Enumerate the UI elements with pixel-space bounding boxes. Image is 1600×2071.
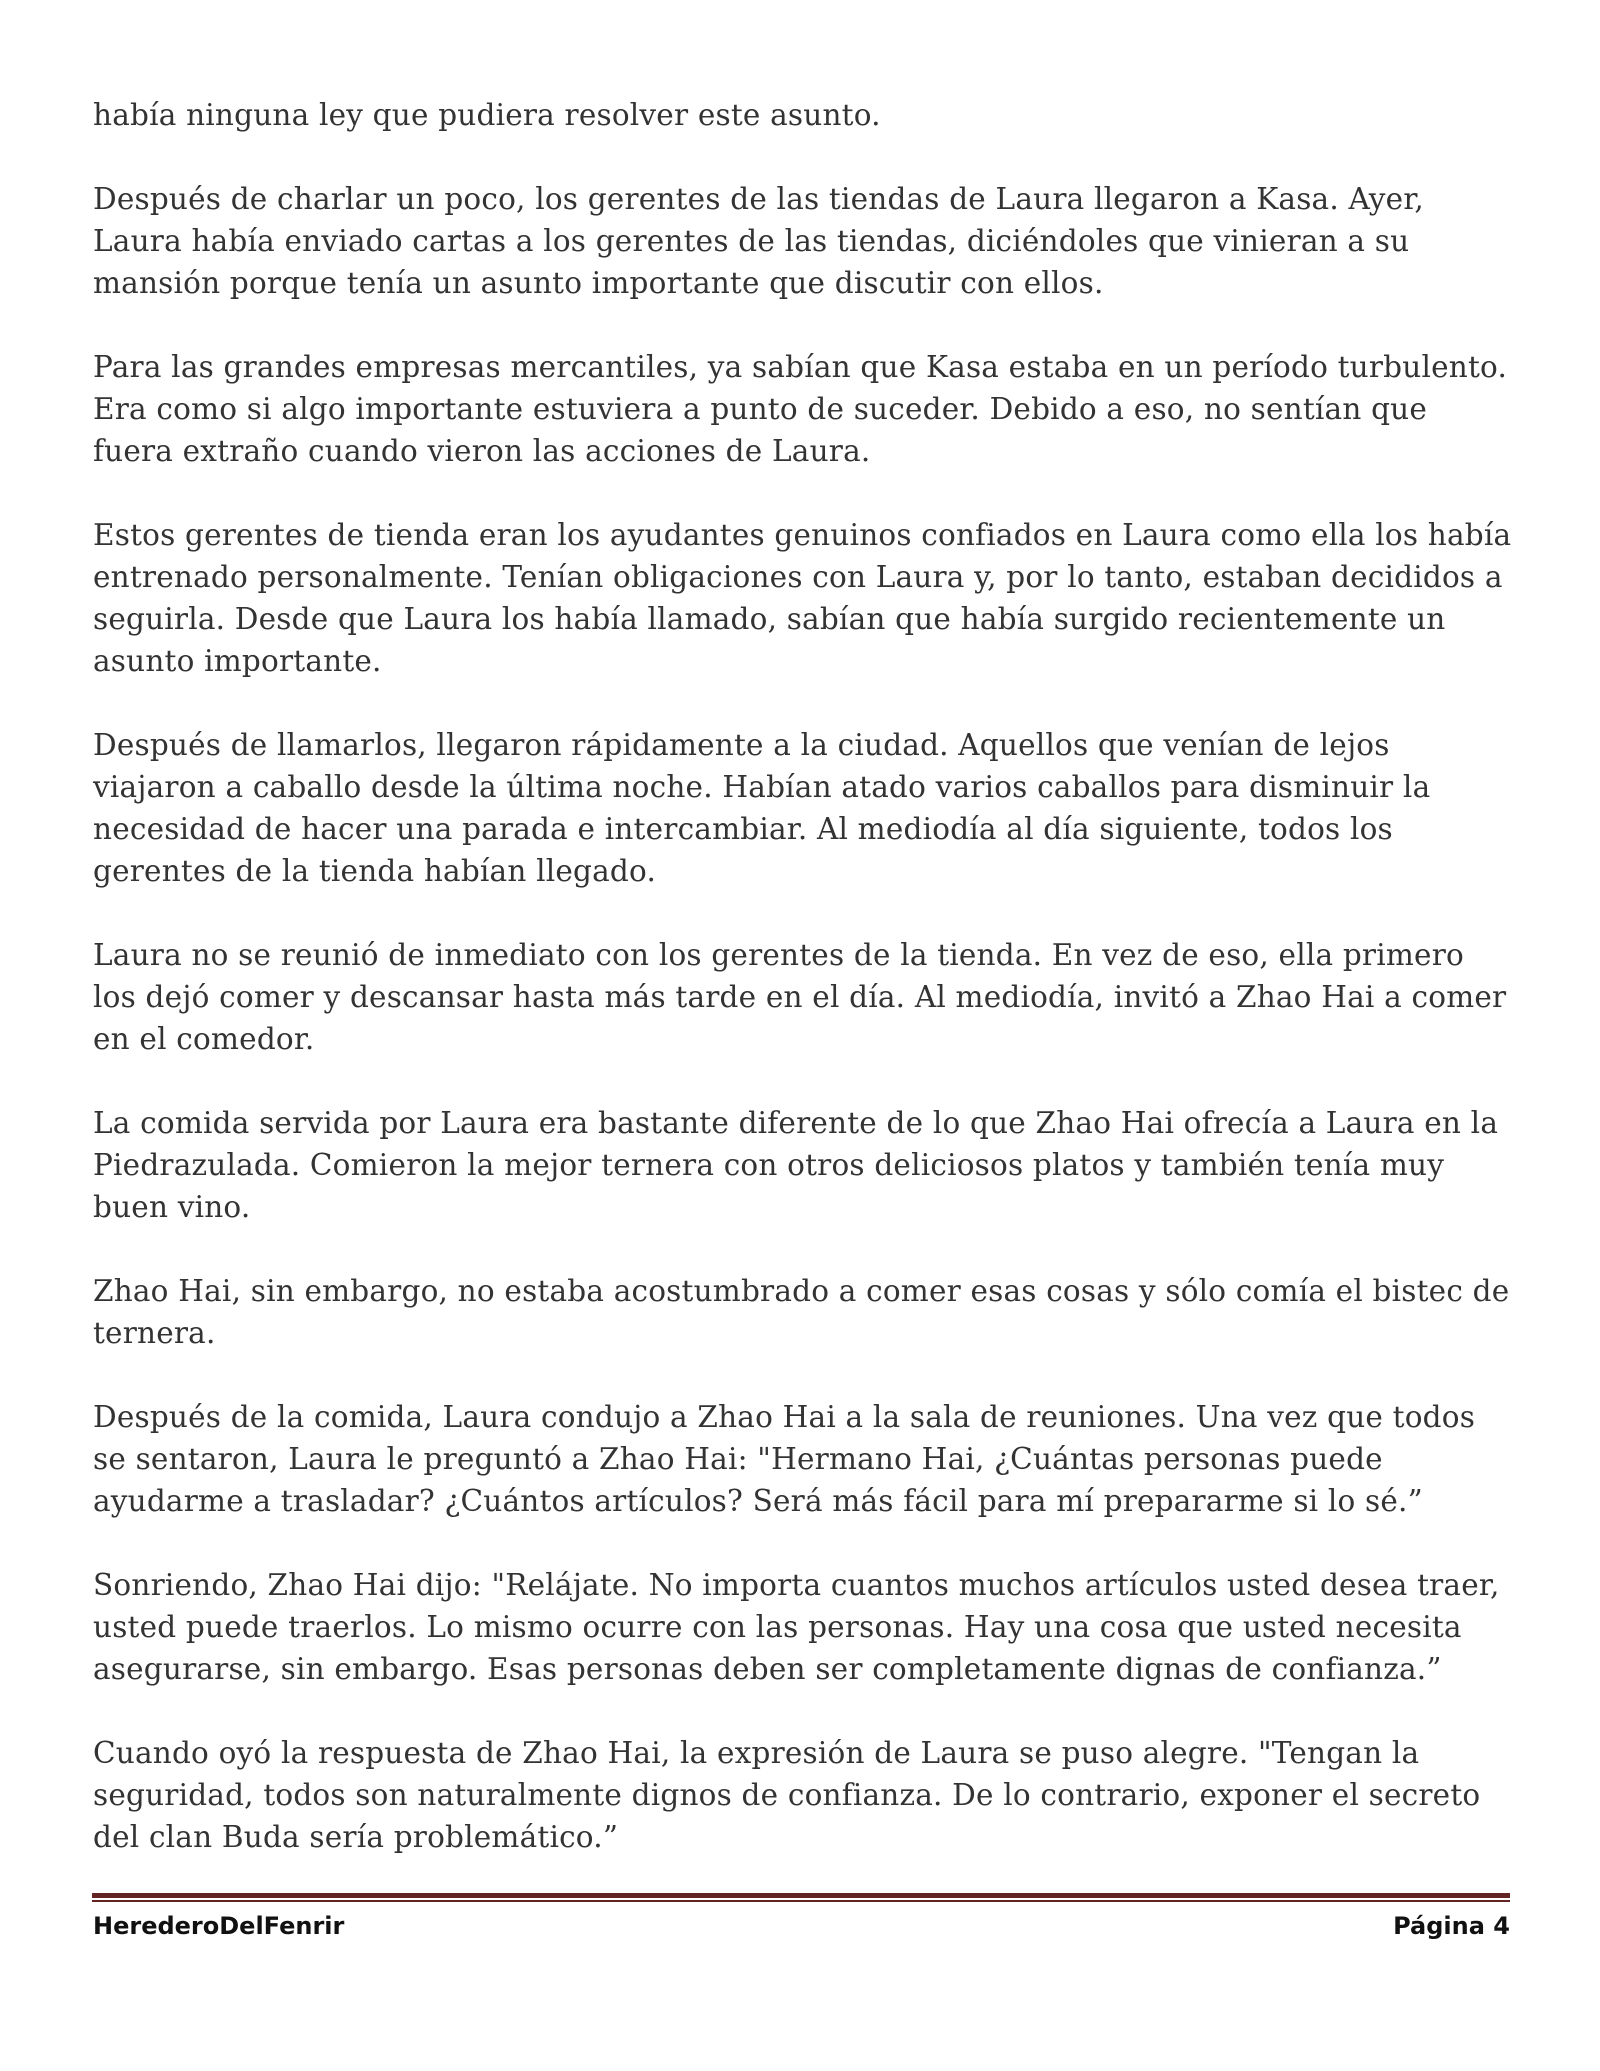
paragraph-8: Zhao Hai, sin embargo, no estaba acostumbrado a comer esas cosas y sólo comía el bistec de ternera. [93,1274,1510,1350]
page-footer [93,1912,1510,1952]
body-text [93,94,1513,1900]
page-number: Página 4 [1393,1912,1510,1940]
paragraph-7: La comida servida por Laura era bastante diferente de lo que Zhao Hai ofrecía a Laura en la Piedrazulada. Comieron la mejor ternera con otros deliciosos platos y también tenía muy buen vino. [93,1106,1499,1224]
paragraph-1: había ninguna ley que pudiera resolver este asunto. [93,98,881,132]
footer-author: HerederoDelFenrir [93,1912,345,1940]
paragraph-9: Después de la comida, Laura condujo a Zhao Hai a la sala de reuniones. Una vez que todos se sentaron, Laura le preguntó a Zhao Hai: "Hermano Hai, ¿Cuántas personas puede ayudarme a trasladar? ¿Cuántos artículos? Será más fácil para mí prepararme si lo sé.” [93,1400,1476,1518]
paragraph-5: Después de llamarlos, llegaron rápidamente a la ciudad. Aquellos que venían de lejos viajaron a caballo desde la última noche. Habían atado varios caballos para disminuir la necesidad de hacer una parada e intercambiar. Al mediodía al día siguiente, todos los gerentes de la tienda habían llegado. [93,728,1431,888]
footer-divider-thick [92,1893,1510,1898]
paragraph-11: Cuando oyó la respuesta de Zhao Hai, la expresión de Laura se puso alegre. "Tengan la seguridad, todos son naturalmente dignos de confianza. De lo contrario, exponer el secreto del clan Buda sería problemático.” [93,1736,1481,1854]
footer-divider-thin [92,1900,1510,1902]
paragraph-10: Sonriendo, Zhao Hai dijo: "Relájate. No importa cuantos muchos artículos usted desea traer, usted puede traerlos. Lo mismo ocurre con las personas. Hay una cosa que usted necesita asegurarse, sin embargo. Esas personas deben ser completamente dignas de confianza.” [93,1568,1500,1686]
paragraph-2: Después de charlar un poco, los gerentes de las tiendas de Laura llegaron a Kasa. Ayer, Laura había enviado cartas a los gerentes de las tiendas, diciéndoles que vinieran a su mansión porque tenía un asunto importante que discutir con ellos. [93,182,1424,300]
paragraph-4: Estos gerentes de tienda eran los ayudantes genuinos confiados en Laura como ella los había entrenado personalmente. Tenían obligaciones con Laura y, por lo tanto, estaban decididos a seguirla. Desde que Laura los había llamado, sabían que había surgido recientemente un asunto importante. [93,518,1512,678]
paragraph-6: Laura no se reunió de inmediato con los gerentes de la tienda. En vez de eso, ella primero los dejó comer y descansar hasta más tarde en el día. Al mediodía, invitó a Zhao Hai a comer en el comedor. [93,938,1507,1056]
paragraph-3: Para las grandes empresas mercantiles, ya sabían que Kasa estaba en un período turbulento. Era como si algo importante estuviera a punto de suceder. Debido a eso, no sentían que fuera extraño cuando vieron las acciones de Laura. [93,350,1508,468]
